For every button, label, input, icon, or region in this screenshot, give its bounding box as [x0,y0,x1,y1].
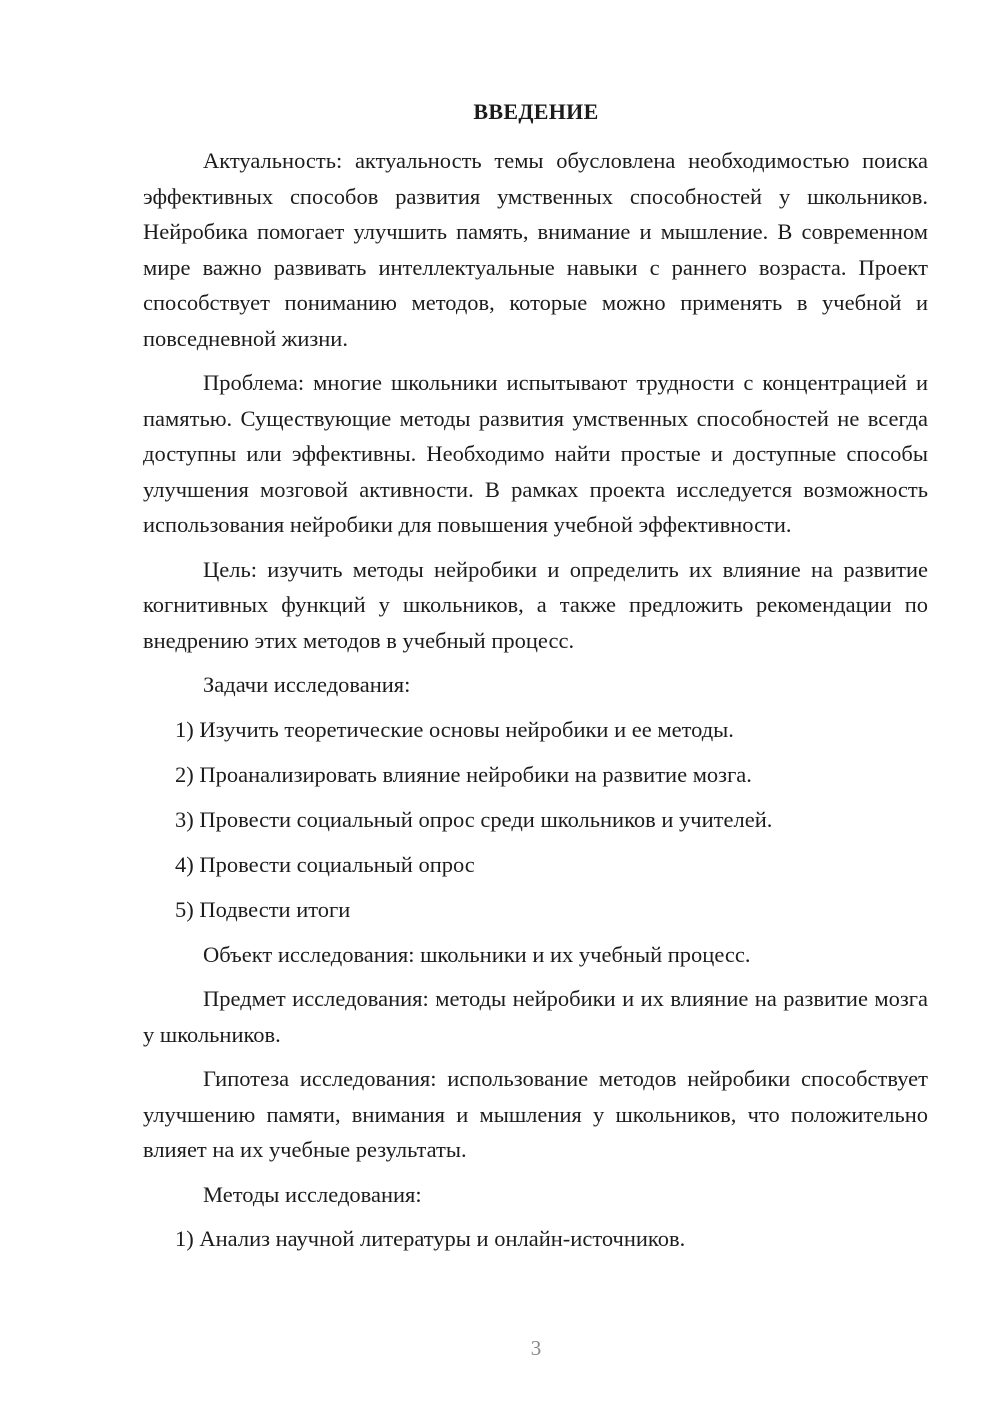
problem-paragraph: Проблема: многие школьники испытывают трудности с концентрацией и памятью. Существующие методы развития умственных способностей не всегда доступны или эффективны. Необходимо найти простые и доступные способы улучшения мозговой активности. В рамках проекта исследуется возможность использования нейробики для повышения учебной эффективности. [143,370,928,537]
hypothesis-paragraph: Гипотеза исследования: использование методов нейробики способствует улучшению памяти, внимания и мышления у школьников, что положительно влияет на их учебные результаты. [143,1066,928,1162]
goal-paragraph: Цель: изучить методы нейробики и определить их влияние на развитие когнитивных функций у школьников, а также предложить рекомендации по внедрению этих методов в учебный процесс. [143,556,928,653]
document-body [143,143,928,1266]
relevance-paragraph: Актуальность: актуальность темы обусловлена необходимостью поиска эффективных способов развития умственных способностей у школьников. Нейробика помогает улучшить память, внимание и мышление. В современном мире важно развивать интеллектуальные навыки с раннего возраста. Проект способствует пониманию методов, которые можно применять в учебной и повседневной жизни. [143,148,928,351]
task-item: 4) Провести социальный опрос [175,851,475,877]
task-item: 1) Изучить теоретические основы нейробики и ее методы. [175,716,734,742]
task-item: 3) Провести социальный опрос среди школьников и учителей. [175,806,773,832]
method-item: 1) Анализ научной литературы и онлайн-источников. [175,1226,686,1251]
tasks-title: Задачи исследования: [203,672,411,697]
subject-paragraph: Предмет исследования: методы нейробики и их влияние на развитие мозга у школьников. [143,986,928,1047]
task-item: 5) Подвести итоги [175,896,351,922]
object-paragraph: Объект исследования: школьники и их учебный процесс. [203,941,751,967]
task-item: 2) Проанализировать влияние нейробики на развитие мозга. [175,761,752,787]
methods-title: Методы исследования: [203,1181,422,1207]
page-number: 3 [530,1336,542,1360]
section-heading: ВВЕДЕНИЕ [473,99,599,124]
